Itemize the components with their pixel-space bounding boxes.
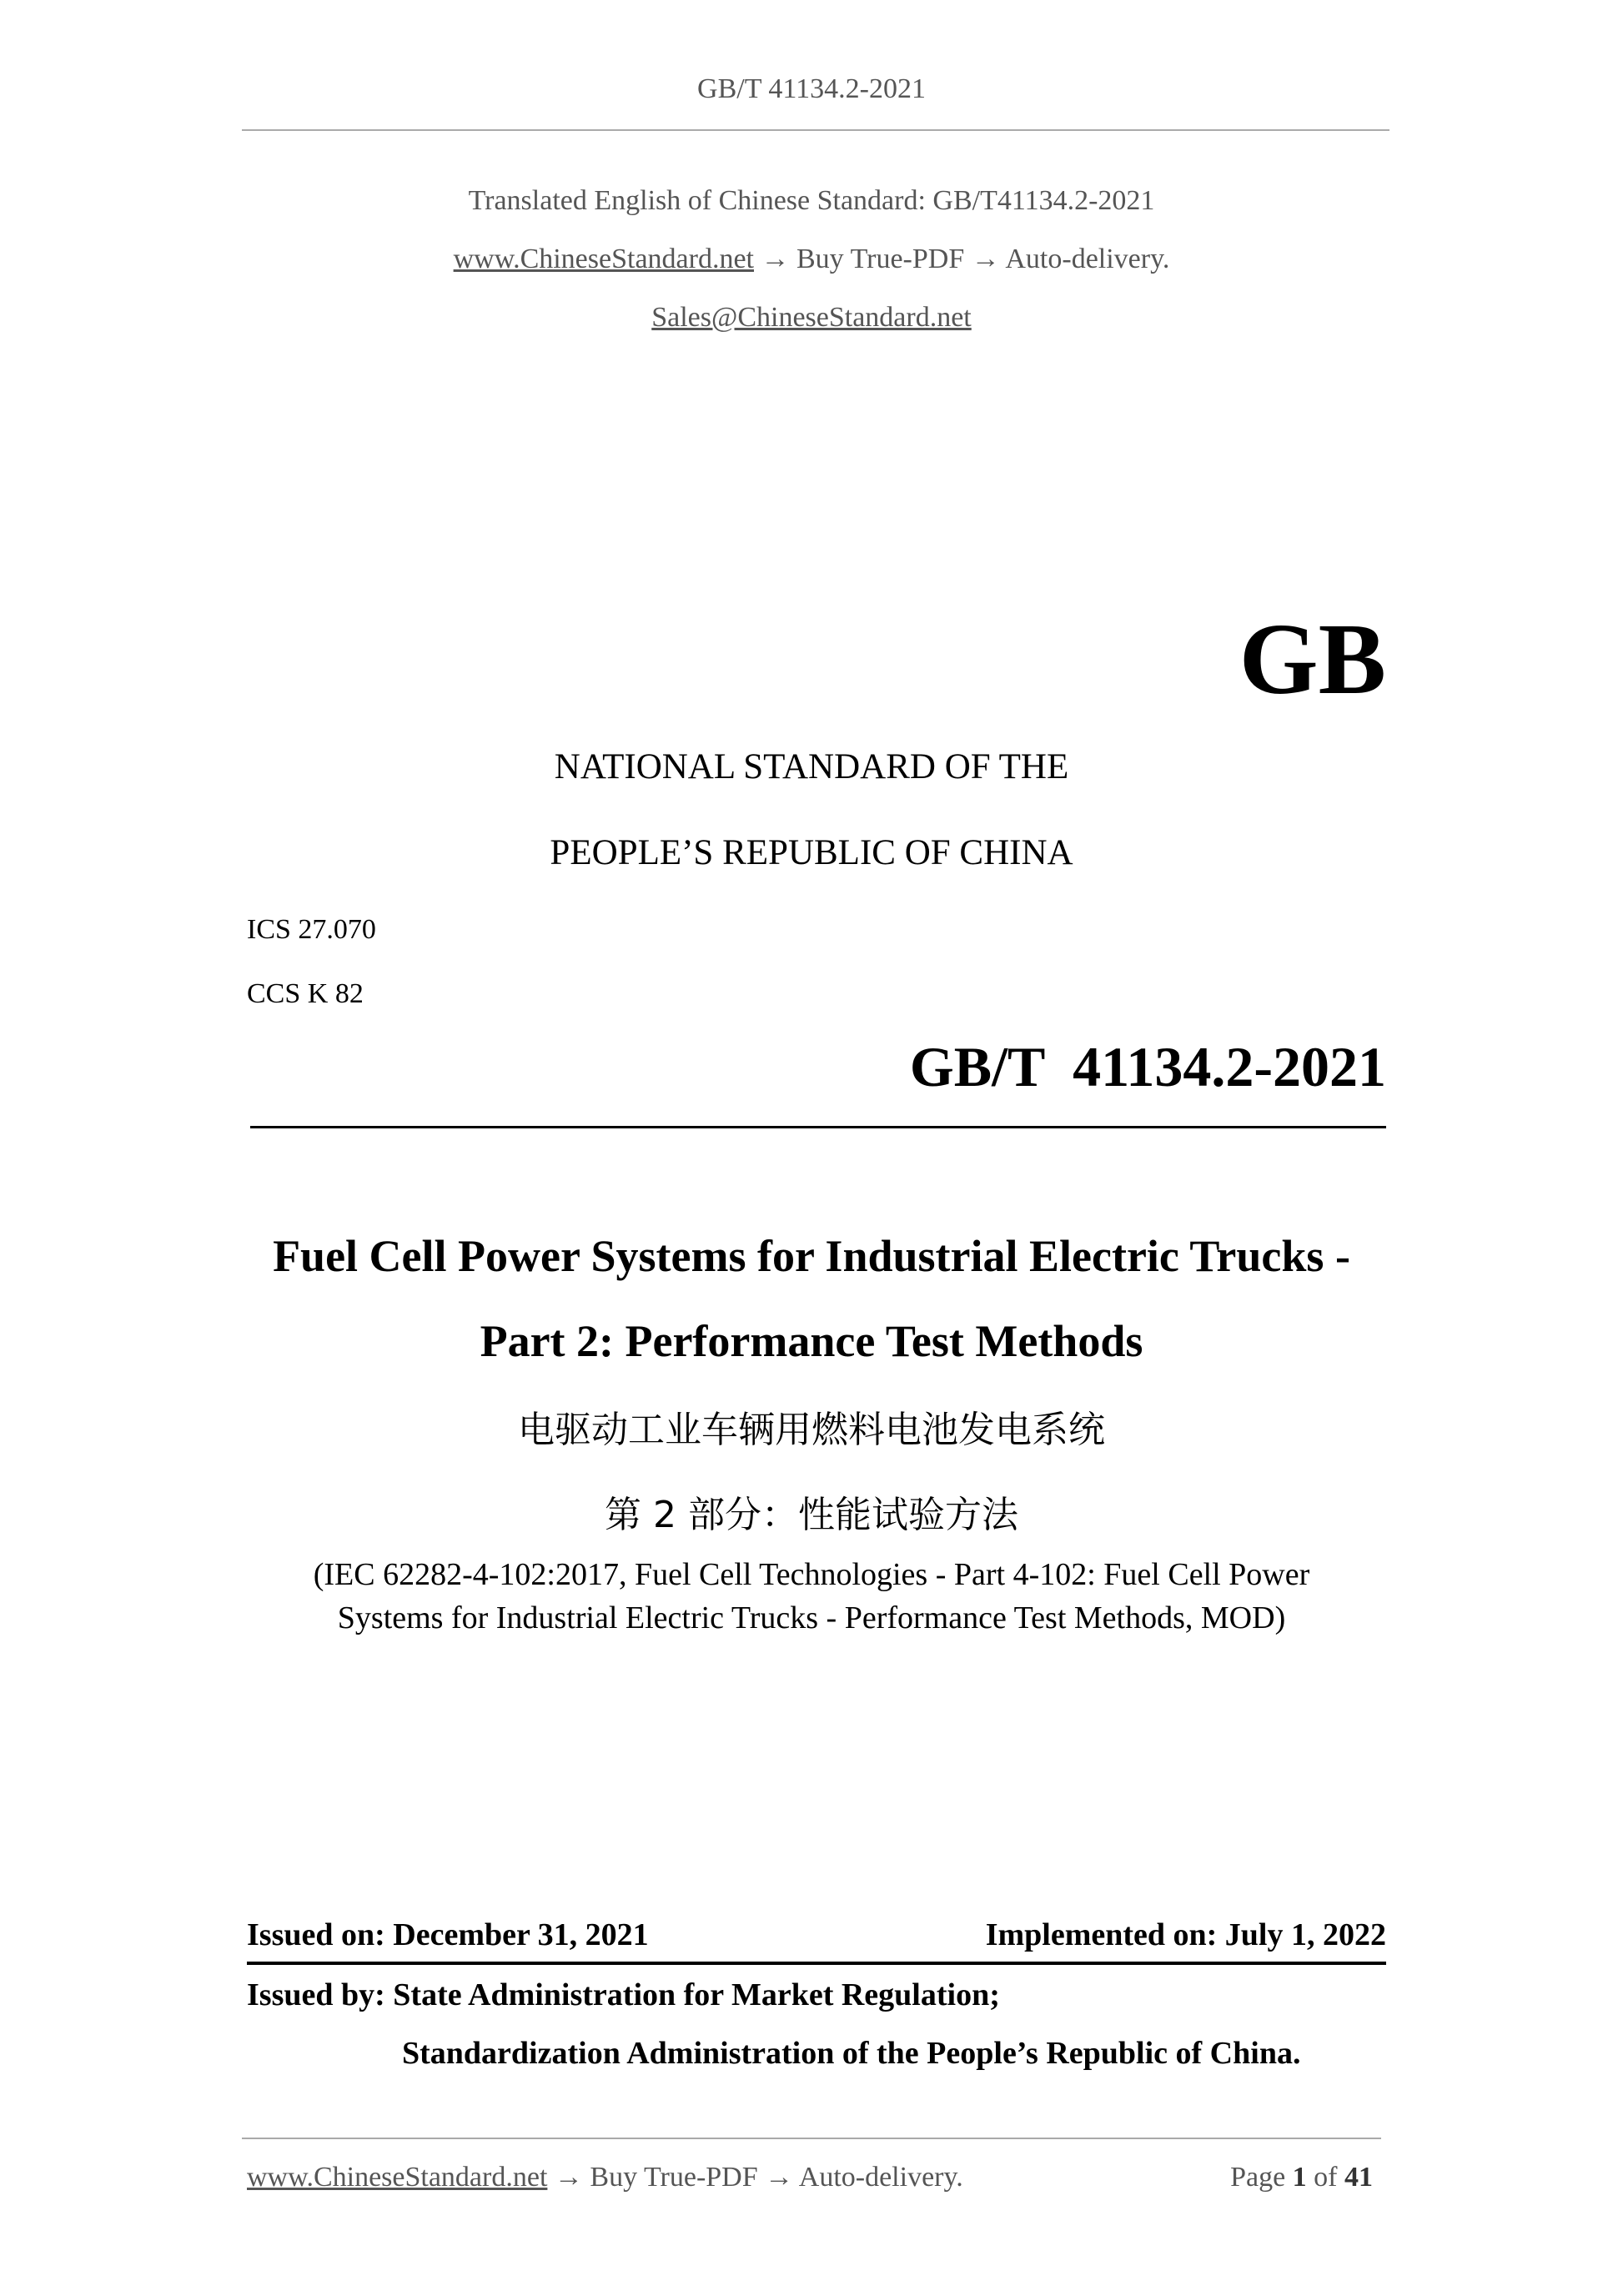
national-standard-line-2: PEOPLE’S REPUBLIC OF CHINA [550, 833, 1073, 872]
purchase-text: → Buy True-PDF → Auto-delivery. [754, 244, 1170, 274]
translation-notice: Translated English of Chinese Standard: GB/T41134.2-2021 [468, 185, 1155, 216]
issue-divider [247, 1962, 1386, 1965]
gb-mark: GB [1239, 603, 1386, 716]
issued-by-continued: Standardization Administration of the People’s Republic of China. [402, 2036, 1301, 2071]
website-link[interactable]: www.ChineseStandard.net [453, 244, 754, 274]
standard-number: GB/T 41134.2-2021 [909, 1035, 1386, 1098]
footer-purchase-notice [247, 2162, 963, 2193]
email-link[interactable]: Sales@ChineseStandard.net [651, 302, 972, 333]
implemented-on-date: Implemented on: July 1, 2022 [985, 1917, 1386, 1952]
running-header-title: GB/T 41134.2-2021 [697, 73, 926, 104]
page-total: 41 [1344, 2162, 1373, 2193]
english-title-line-1: Fuel Cell Power Systems for Industrial Electric Trucks - [273, 1231, 1350, 1281]
ics-code: ICS 27.070 [247, 914, 376, 945]
footer-purchase-text: → Buy True-PDF → Auto-delivery. [547, 2162, 963, 2193]
page-indicator [1230, 2162, 1373, 2193]
standard-number-rule [250, 1126, 1386, 1128]
issued-by: Issued by: State Administration for Market Regulation; [247, 1977, 1000, 2012]
english-title-line-2: Part 2: Performance Test Methods [480, 1316, 1143, 1366]
page-label: Page [1230, 2162, 1286, 2193]
issued-on-date: Issued on: December 31, 2021 [247, 1917, 649, 1952]
iec-reference-line-2: Systems for Industrial Electric Trucks - Performance Test Methods, MOD) [337, 1600, 1286, 1635]
footer-website-link[interactable]: www.ChineseStandard.net [247, 2162, 548, 2193]
iec-reference-line-1: (IEC 62282-4-102:2017, Fuel Cell Technologies - Part 4-102: Fuel Cell Power [313, 1557, 1310, 1592]
footer-divider [242, 2138, 1381, 2139]
header-divider [242, 129, 1389, 131]
ccs-code: CCS K 82 [247, 978, 364, 1009]
national-standard-line-1: NATIONAL STANDARD OF THE [554, 747, 1069, 786]
purchase-notice [0, 244, 1623, 275]
email-line [0, 302, 1623, 334]
page-of: of [1314, 2162, 1338, 2193]
page-current: 1 [1292, 2162, 1307, 2193]
chinese-title-line-2: 第 2 部分：性能试验方法 [605, 1494, 1018, 1536]
chinese-title-line-1: 电驱动工业车辆用燃料电池发电系统 [518, 1409, 1105, 1451]
